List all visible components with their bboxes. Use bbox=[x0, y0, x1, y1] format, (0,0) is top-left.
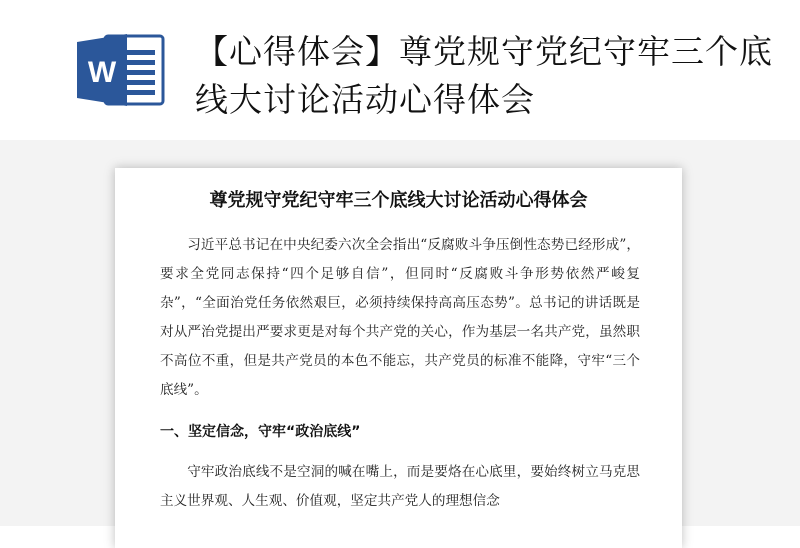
document-page bbox=[115, 168, 682, 548]
section-heading-1: 一、坚定信念，守牢“政治底线” bbox=[160, 424, 361, 440]
word-document-icon bbox=[75, 30, 167, 110]
header-title: 【心得体会】尊党规守党纪守牢三个底线大讨论活动心得体会 bbox=[195, 32, 773, 119]
document-title: 尊党规守党纪守牢三个底线大讨论活动心得体会 bbox=[209, 190, 588, 211]
paragraph-1: 习近平总书记在中央纪委六次全会指出“反腐败斗争压倒性态势已经形成”，要求全党同志保持“四个足够自信”，但同时“反腐败斗争形势依然严峻复杂”，“全面治党任务依然艰巨，必须持续保持高高压态势”。总书记的讲话既是对从严治党提出严要求更是对每个共产党的关心，作为基层一名共产党，虽然职不高位不重，但是共产党员的本色不能忘，共产党员的标准不能降，守牢“三个底线”。 bbox=[160, 237, 640, 398]
paragraph-2: 守牢政治底线不是空洞的喊在嘴上，而是要烙在心底里，要始终树立马克思主义世界观、人生观、价值观，坚定共产党人的理想信念 bbox=[160, 464, 640, 509]
svg-text:W: W bbox=[87, 56, 117, 89]
header-band bbox=[0, 0, 800, 140]
